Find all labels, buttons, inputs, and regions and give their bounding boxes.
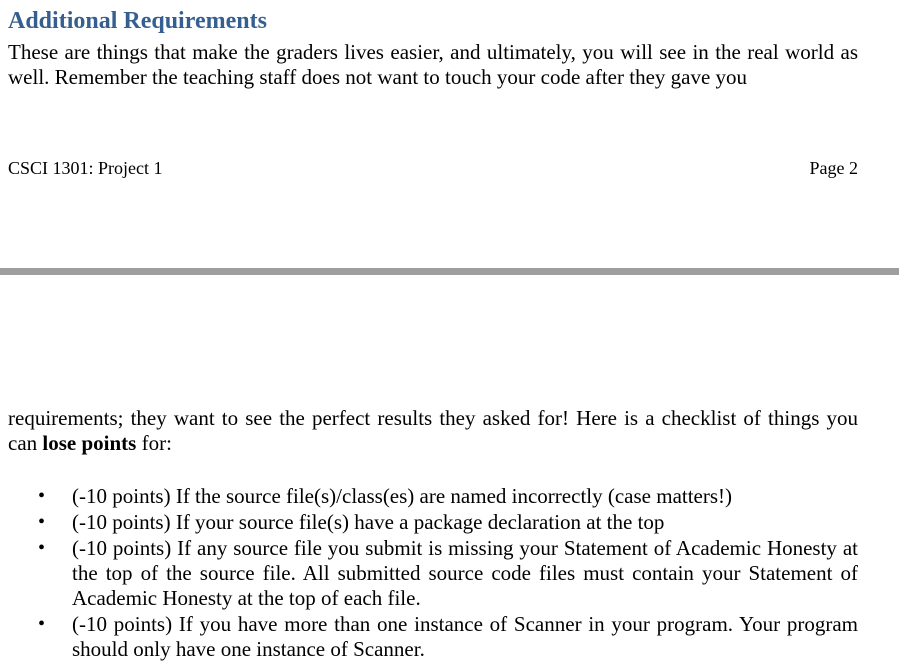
continuation-paragraph bbox=[8, 406, 858, 456]
bullet-icon: • bbox=[38, 485, 46, 507]
page-footer bbox=[8, 156, 858, 180]
section-heading: Additional Requirements bbox=[8, 8, 267, 34]
bullet-icon: • bbox=[38, 511, 46, 533]
bullet-icon: • bbox=[38, 537, 46, 559]
lose-points-emphasis: lose points bbox=[42, 431, 137, 455]
list-item bbox=[38, 484, 858, 509]
continuation-text-end: for: bbox=[136, 431, 172, 455]
intro-paragraph bbox=[8, 40, 858, 90]
list-item-text: (-10 points) If you have more than one instance of Scanner in your program. Your program should only have one instance of Scanner. bbox=[72, 612, 858, 661]
footer-course-title: CSCI 1301: Project 1 bbox=[8, 158, 163, 178]
penalty-checklist bbox=[0, 484, 899, 662]
page-break-divider bbox=[0, 268, 899, 275]
list-item-text: (-10 points) If any source file you submit is missing your Statement of Academic Honesty at the top of the source file. All submitted source code files must contain your Statement of Academic Honesty at the top of each file. bbox=[72, 536, 858, 610]
list-item-text: (-10 points) If your source file(s) have a package declaration at the top bbox=[72, 510, 665, 534]
list-item-text: (-10 points) If the source file(s)/class(es) are named incorrectly (case matters!) bbox=[72, 484, 733, 508]
footer-page-number: Page 2 bbox=[809, 158, 858, 178]
list-item bbox=[38, 536, 858, 611]
intro-text: These are things that make the graders lives easier, and ultimately, you will see in the real world as well. Remember the teaching staff does not want to touch your code after they gave you bbox=[8, 40, 858, 89]
list-item bbox=[38, 612, 858, 662]
list-item bbox=[38, 510, 858, 535]
continuation-text: requirements; they want to see the perfect results they asked for! Here is a checklist of things you can bbox=[8, 406, 858, 455]
bullet-icon: • bbox=[38, 613, 46, 635]
